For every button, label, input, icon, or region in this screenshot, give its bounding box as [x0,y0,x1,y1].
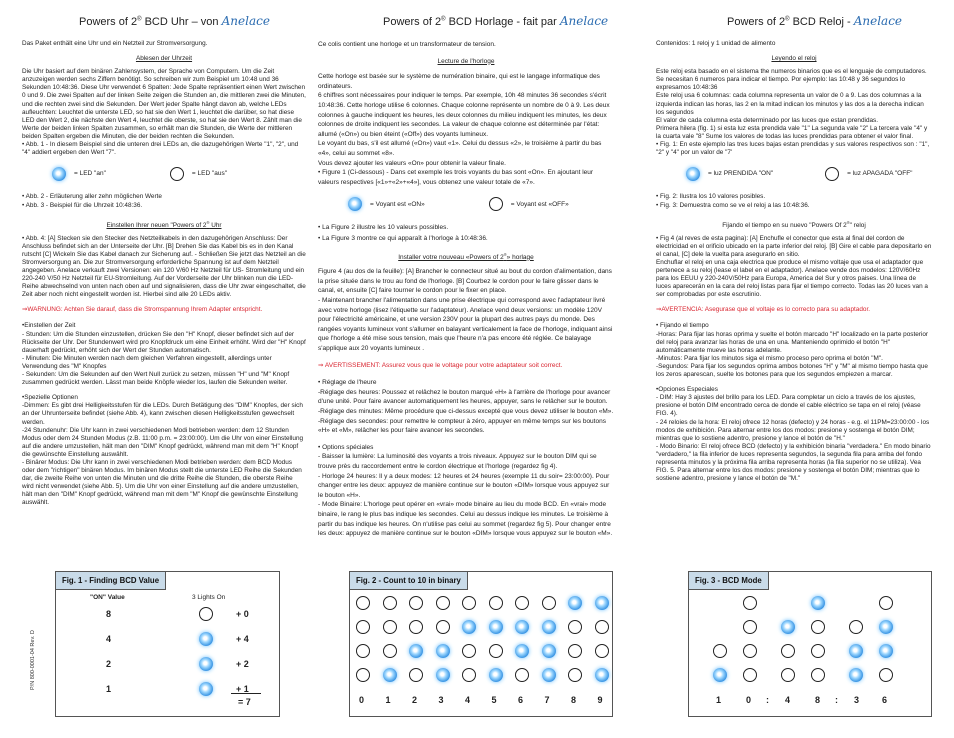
fig3-led [849,620,863,634]
fig2-led [409,644,423,658]
section-title: Installer votre nouveau «Powers of 2®» horlage [398,251,534,261]
fig1-led [199,632,213,646]
fig2-led [462,620,476,634]
fig3-led [743,668,757,682]
fig2-led [462,668,476,682]
lights-on-header: 3 Lights On [192,594,226,601]
digit-label: 4 [465,695,471,705]
fig3-led [879,620,893,634]
warning-text: ⇒AVERTENCIA: Asegurase que el voltaje es lo correcto para su adaptador. [656,306,870,314]
total-value: = 7 [238,697,251,707]
led-off-label: = LED "aus" [191,170,228,178]
digit-label: 7 [544,695,550,705]
fig2-led [515,644,529,658]
sum-line [231,693,261,694]
led-off-label: = Voyant est «OFF» [510,200,569,208]
figure-title: Fig. 1 - Finding BCD Value [56,572,166,590]
fig2-caption: • La Figure 2 illustre les 10 valeurs possibles. [318,224,449,232]
fig2-led [542,620,556,634]
row-result: + 4 [236,634,249,644]
fig2-caption: • Fig. 2: Ilustra los 10 valores posibles. [656,193,766,201]
fig3-led [743,644,757,658]
figure-title: Fig. 3 - BCD Mode [689,572,769,590]
fig2-led [595,620,609,634]
led-on-label: = LED "an" [74,170,106,178]
section-title: Fijando el tiempo en su nuevo "Powers Of 2®" reloj [722,219,866,229]
setup-body: • Abb. 4: [A] Stecken sie den Stecker des Netzteilkabels in den dazugehörigen Anschluss: Der Anschluss befindet sich an der Unterseite der Uhr. [B] Drehen Sie das Kabel bis es in den Kanal rutscht [C] Wickeln Sie das Kabel danach zur Sicherung auf. - Schließen Sie jetzt das Netzteil an die Stromversorgung an. Die zur Stromversorgung erforderliche Spannung ist auf dem Netzteil angegeben. Anelace verkauft zwei Versionen: ein 120 V/60 Hz Netzteil für US- Stromleitung und ein 220-240 V/50 Hz Netzteil für EU-Stromleitung. Auf der Vorderseite der Uhr blinken nun die LED- Reihe abwechselnd von unten nach oben auf und signalisieren, dass die Uhr zwar eingeschaltet, die Zeit aber noch nicht eingestellt worden ist. Hierbei sind alle 20 LEDs aktiv. [22,234,306,299]
fig3-led [879,596,893,610]
time-label: : [766,695,769,705]
fig3-caption: • La Figure 3 montre ce qui apparaît à l'horloge à 10:48:36. [318,234,488,242]
fig2-led [356,620,370,634]
fig3-led [713,668,727,682]
fig1-caption: • Figure 1 (Ci-dessous) - Dans cet exemple les trois voyants du bas sont «On». En ajoutant leur valeurs respectives [«1»+«2»+«4»], vous obtenez une valeur totale de «7». [318,169,594,186]
fig2-led [409,596,423,610]
fig3-led [781,620,795,634]
intro-text: Contenidos: 1 reloj y 1 unidad de alimento [656,40,776,47]
brand-logo: Anelace [559,14,609,28]
figure-1 [55,571,280,717]
time-label: 3 [854,695,860,705]
fig1-led [199,607,213,621]
fig2-led [356,644,370,658]
set-time-body: •Einstellen der Zeit - Stunden: Um die Stunden einzustellen, drücken Sie den "H" Knopf, dieser befindet sich auf der Rückseite der Uhr. Der Stundenwert wird pro Knopfdruck um eine Einheit erhöht. Wird der "H" Knopf dauerhaft gedrückt, erhöht sich der Wert der Stunden automatisch. - Minuten: Die Minuten werden nach dem gleichen Verfahren eingestellt, allerdings unter Verwendung des "M" Knopfes - Sekunden: Um die Sekunden auf den Wert Null zurück zu setzen, müssen "H" und "M" Knopf zusammen gedrückt werden. Lässt man beide Knöpfe wieder los, laufen die Sekunden weiter. [22,322,306,387]
fig2-led [595,596,609,610]
digit-label: 0 [359,695,365,705]
led-on-label: = luz PRENDIDA "ON" [708,170,774,178]
header-spanish: Powers of 2® BCD Reloj - Anelace [727,14,903,28]
fig3-led [879,644,893,658]
on-value: 8 [106,609,112,619]
fig2-led [462,596,476,610]
header-german: Powers of 2® BCD Uhr – von Anelace [79,14,270,28]
reading-body: Die Uhr basiert auf dem binären Zahlensystem, der Sprache von Computern. Um die Zeit anzuzeigen werden sechs Ziffern benötigt. So schreiben wir zum Beispiel um 10:48 und 36 Sekunden 10:48:36. Diese Uhr verwendet 6 Spalten: Jede Spalte repräsentiert einen Wert zwischen 0 und 9. Die zwei Spalten auf der linken Seite zeigen die Stunden an, die mittleren zwei die Minuten, und die rechten zwei sind die Sekunden. Der Wert jeder Spalte hängt davon ab, welche LEDs aufleuchten: Leuchtet die unterste LED, so hat sie den Wert 1, leuchtet die darüber, so hat diese LED den Wert 2, die nächste den Wert 4, leuchtet die oberste, so hat sie den Wert 8. Zählt man die Werte der beiden linken Spalten zusammen, so erhält man die Stunden, die Werte der mittleren beiden Spalten ergeben die Minuten, die der beiden rechten die Sekunden. [22,68,306,140]
led-legend [318,197,614,211]
brand-logo: Anelace [221,14,270,28]
figure-title: Fig. 2 - Count to 10 in binary [350,572,468,590]
fig2-led [356,668,370,682]
fig2-led [436,644,450,658]
digit-label: 3 [438,695,444,705]
intro-text: Ce colis contient une horloge et un transformateur de tension. [318,41,496,48]
fig2-led [542,668,556,682]
fig2-led [542,644,556,658]
on-value: 4 [106,634,112,644]
fig3-led [811,596,825,610]
fig2-led [409,668,423,682]
fig2-caption: • Abb. 2 - Erläuterung aller zehn möglichen Werte [22,193,162,201]
fig2-led [542,596,556,610]
fig2-led [383,668,397,682]
fig2-led [515,668,529,682]
fig1-caption: • Fig. 1: En este ejemplo las tres luces bajas estan prendidas y sus valores respectivos son : "1", "2" y "4" por un valor de "7' [656,141,930,157]
fig3-led [743,596,757,610]
binary-count-grid [350,572,612,716]
fig2-led [515,596,529,610]
fig2-led [595,668,609,682]
fig3-led [879,668,893,682]
brand-logo: Anelace [853,14,903,28]
setup-body: Figure 4 (au dos de la feuille): [A] Brancher le connecteur situé au bout du cordon d'alimentation, dans la prise située dans le trou au fond de l'horloge. [B] Courbez le cordon pour le faire glisser dans le canal, et, ensuite [C] faire tourner le cordon pour le fixer en place. - Maintenant brancher l'alimentation dans une prise électrique qui correspond avec l'adaptateur livré avec votre horloge (lisez l'étiquette sur l'adaptateur). Anelace vend deux versions: un modèle 120V pour l'électricité américaine, et une version 230V pour la plupart des autres pays du monde. Des rangées voyants lumineux vont s'allumer en balayant verticalement la face de l'horloge, indiquant ainsi que l'horloge a été mise sous tension, mais que l'heure n'a pas encore été réglée. Ce balayage s'applique aux 20 voyants lumineux . [318,268,613,352]
warning-text: ⇒WARNUNG: Achten Sie darauf, dass die Stromspannung Ihrem Adapter entspricht. [22,306,263,314]
section-title: Leyendo el reloj [771,55,817,63]
reading-body: Este reloj esta basado en el sistema the numeros binarios que es el lenguaje de computadores. Se necesitan 6 numeros para indicar el tiempo. Por ejemplo: las 10:48 y 36 segundos lo expresamos 10:48:36 Este reloj usa 6 columnas: cada columna representa un valor de 0 a 9. Las dos columnas a la izquierda indican las horas, las 2 en la mitad indican los minutos y las dos a la derecha indican los segundos El valor de cada columna esta determinado por las luces que estan prendidas. Primera hilera (fig. 1) si esta luz esta prendida vale "1" La segunda vale "2" La tercera vale "4" y la cuarta vale "8" Sume los valores de todas las luces prendidas para obtener el valor final. [656,68,928,140]
digit-label: 1 [385,695,391,705]
reading-body: Cette horloge est basée sur le système de numération binaire, qui est le langage informatique des ordinateurs. 6 chiffres sont nécessaires pour indiquer le temps. Par exemple, 10h 48 minutes 36 secondes s'écrit 10:48:36. Cette horloge utilise 6 colonnes. Chaque colonne représente un nombre de 0 à 9. Les deux colonnes à gauche indiquent les heures, les deux colonnes du milieu indiquent les minutes, les deux colonnes de droite indiquent les secondes. La valeur de chaque colonne est déterminée par l'état: allumé («On») ou bien éteint («Off») des voyants lumineux. Le voyant du bas, s'il est allumé («On») vaut «1». Celui du dessus «2», le troisième à partir du bas «4», celui au sommet «8». Vous devez ajouter les valeurs «On» pour obtenir la valeur finale. [318,73,610,167]
fig2-led [409,620,423,634]
fig3-led [781,668,795,682]
led-legend [22,167,306,181]
fig3-caption: • Abb. 3 - Beispiel für die Uhrzeit 10:48:36. [22,202,143,210]
fig3-led [713,644,727,658]
part-number: P/N 800-0001-04 Rev. D [30,630,36,690]
fig3-led [849,644,863,658]
fig2-led [356,596,370,610]
fig1-led [199,657,213,671]
time-label: : [835,695,838,705]
digit-label: 8 [571,695,577,705]
on-value: 1 [106,684,112,694]
fig2-led [489,644,503,658]
header-french: Powers of 2® BCD Horlage - fait par Anelace [383,14,609,28]
digit-label: 9 [597,695,603,705]
led-off-label: = luz APAGADA "OFF" [847,170,913,178]
time-label: 0 [746,695,752,705]
led-legend [656,167,932,181]
time-label: 8 [815,695,821,705]
row-result: + 1 [236,684,249,694]
fig2-led [568,620,582,634]
warning-text: ⇒ AVERTISSEMENT: Assurez vous que le voltage pour votre adaptateur soit correct. [318,361,563,369]
fig2-led [383,620,397,634]
fig1-caption: • Abb. 1 - In diesem Beispiel sind die unteren drei LEDs an, die dazugehörigen Werte "1", "2", und "4" addiert ergeben den Wert "7". [22,141,299,157]
setup-body: • Fig 4 (al reves de esta pagina): [A] Enchufle el conector que esta al final del cordon de electricidad en el orificio ubicado en la parte inferior del reloj. [B] Gire el cable para depositarlo en el canal, [C] dele la vuelta para asegurarlo en sitio. Enchuflar el reloj en una caja electrica que produce el mismo voltaje que usa el adaptador que pertenece a su reloj (lease el label en el adaptador). Anelace vende dos modelos: 120V/60Hz para los EEUU y 220-240V/50Hz para Europa, America del Sur y otros paises. Una línea de luces aparecerán en la cara del reloj listas para fijar el tiempo correcto. Todas las 20 luces van a ser comprobadas por este escrutinio. [656,234,932,299]
intro-text: Das Paket enthält eine Uhr und ein Netzteil zur Stromversorgung. [22,40,208,47]
options-body: •Opciones Especiales - DIM: Hay 3 ajustes del brillo para los LED. Para completar un ciclo a través de los ajustes, presione el botón DIM encontrado cerca de donde el cable eléctrico se tapa en el reloj (véase FIG. 4). - 24 reloies de la hora: El reloj ofrece 12 horas (defecto) y 24 horas - e.g. el 11PM=23:00:00 - los modos de exhibición. Para alternar entre los dos modos: presione y sostenga el botón DIM; mientras que lo sostiene adentro, presione y lance el botón de "H." - Modo Binario: El reloj ofrece BCD (defecto) y la exhibición binaria "verdadera." En modo binario "verdadero," la fila inferior de luces representa segundos, la segunda fila para arriba del fondo representa minutos y la próxima fila arriba representa horas (la fila superior no se utiliza). Vea FIG. 5. Para alternar entre los dos modos: presione y sostenga el botón DIM; mientras que lo sostiene adentro, presione y lance el botón de "M." [656,386,931,483]
column-french [318,40,614,546]
fig2-led [462,644,476,658]
fig3-led [849,668,863,682]
fig2-led [489,668,503,682]
on-value-header: "ON" Value [90,594,125,601]
fig2-led [489,620,503,634]
options-body: •Spezielle Optionen -Dimmen: Es gibt drei Helligkeitsstufen für die LEDs. Durch Betätigung des "DIM" Knopfes, der sich an der Uhrunterseite befindet (siehe Abb. 4), kann zwischen diesen Helligkeitsstufen gewechselt werden. -24 Stundenuhr: Die Uhr kann in zwei verschiedenen Modi betrieben werden: dem 12 Stunden Modus oder dem 24 Stunden Modus (z.B. 11:00 p.m. = 23:00:00). Um die Uhr von einer Einstellung auf die andere umzustellen, hält man den "DIM" Knopf gedrückt, während man mit dem "H" Knopf die gewünschte Einstellung auswählt. - Binärer Modus: Die Uhr kann in zwei verschiedenen Modi betrieben werden: dem BCD Modus oder dem "richtigen" binären Modus. Im binären Modus stellt die unterste LED Reihe die Sekunden dar, die zweite Reihe von unten die Minuten und die dritte Reihe die Stunden, die oberste Reihe wird nicht verwendet (siehe Abb. 5). Um die Uhr von einer Einstellung auf die andere umzustellen, hält man den "DIM" Knopf gedrückt, während man mit dem "M" Knopf die gewünschte Einstellung auswählt. [22,394,304,507]
section-title: Lecture de l'horloge [437,57,495,65]
fig3-caption: • Fig. 3: Demuestra como se ve el reloj a las 10:48:36. [656,202,810,210]
figure-2 [349,571,613,717]
digit-label: 5 [491,695,497,705]
digit-label: 6 [518,695,524,705]
led-on-icon [686,167,700,181]
fig3-led [743,620,757,634]
figure-3 [688,571,932,717]
set-time-body: • Fijando el tiempo -Horas: Para fijar las horas oprima y suelte el botón marcado "H" localizado en la parte posterior del reloj para avanzar las horas de una en una. Manteniendo oprimido el botón "H" automáticamente mueve las horas adelante. -Minutos: Para fijar los minutos siga el mismo proceso pero oprima el botón "M". -Segundos: Para fijar los segundos oprima ambos botones "H" y "M" al mismo tiempo hasta que los zeros aparescan, suelte los botones para que los segundos empiezen a marcar. [656,322,929,379]
fig2-led [515,620,529,634]
row-result: + 2 [236,659,249,669]
led-off-icon [170,167,184,181]
fig3-led [811,644,825,658]
fig2-led [568,596,582,610]
fig2-led [383,596,397,610]
digit-label: 2 [412,695,418,705]
column-spanish [656,40,932,490]
fig2-led [568,668,582,682]
time-label: 4 [785,695,791,705]
time-label: 6 [882,695,888,705]
fig3-led [781,644,795,658]
time-label: 1 [716,695,722,705]
fig2-led [595,644,609,658]
row-result: + 0 [236,609,249,619]
fig2-led [568,644,582,658]
fig1-led [199,682,213,696]
fig2-led [436,596,450,610]
fig2-led [383,644,397,658]
led-off-icon [825,167,839,181]
column-german [22,40,306,515]
bcd-mode-grid [689,572,931,716]
fig3-led [811,668,825,682]
led-on-label: = Voyant est «ON» [370,200,425,208]
set-time-body: • Réglage de l'heure -Réglage des heures: Poussez et relâchez le bouton marqué «H» à l'arrière de l'horloge pour avancer d'une unité. Pour faire avancer automatiquement les heures, appuyer, sans le relâcher sur le bouton. -Réglage des minutes: Même procédure que ci-dessus excepté que vous devez utiliser le bouton «M». -Réglage des secondes: pour remettre le compteur à zéro, appuyer en même temps sur les boutons «H» et «M», relâcher les pour faire avancer les secondes. [318,379,614,435]
on-value: 2 [106,659,112,669]
fig2-led [436,668,450,682]
fig2-led [489,596,503,610]
section-title: Einstellen Ihrer neuen "Powers of 2® Uhr [106,219,222,229]
section-title: Ablesen der Uhrzeit [135,55,193,63]
led-off-icon [489,197,503,211]
fig2-led [436,620,450,634]
fig3-led [811,620,825,634]
led-on-icon [52,167,66,181]
options-body: • Options spéciales - Baisser la lumière: La luminosité des voyants a trois niveaux. Appuyez sur le bouton DIM qui se trouve près du raccordement entre le cordon électrique et l'horloge (regardez fig 4). - Horloge 24 heures: Il y a deux modes: 12 heures et 24 heures (exemple 11 du soir= 23:00:00). Pour changer entre les deux: appuyez de manière continue sur le bouton «DIM» lorsque vous appuyez sur le bouton «H». - Mode Binaire: L'horloge peut opérer en «vrai» mode binaire au lieu du mode BCD. En «vrai» mode binaire, le rang le plus bas indique les secondes. Celui au dessus indique les minutes. Le troisième à partir du bas indique les heures. On n'utilise pas celui au sommet (regardez fig 5). Pour changer entre les deux: appuyez de manière continue sur le bouton «DIM» lorsque vous appuyez sur le bouton «M». [318,443,613,538]
led-on-icon [348,197,362,211]
